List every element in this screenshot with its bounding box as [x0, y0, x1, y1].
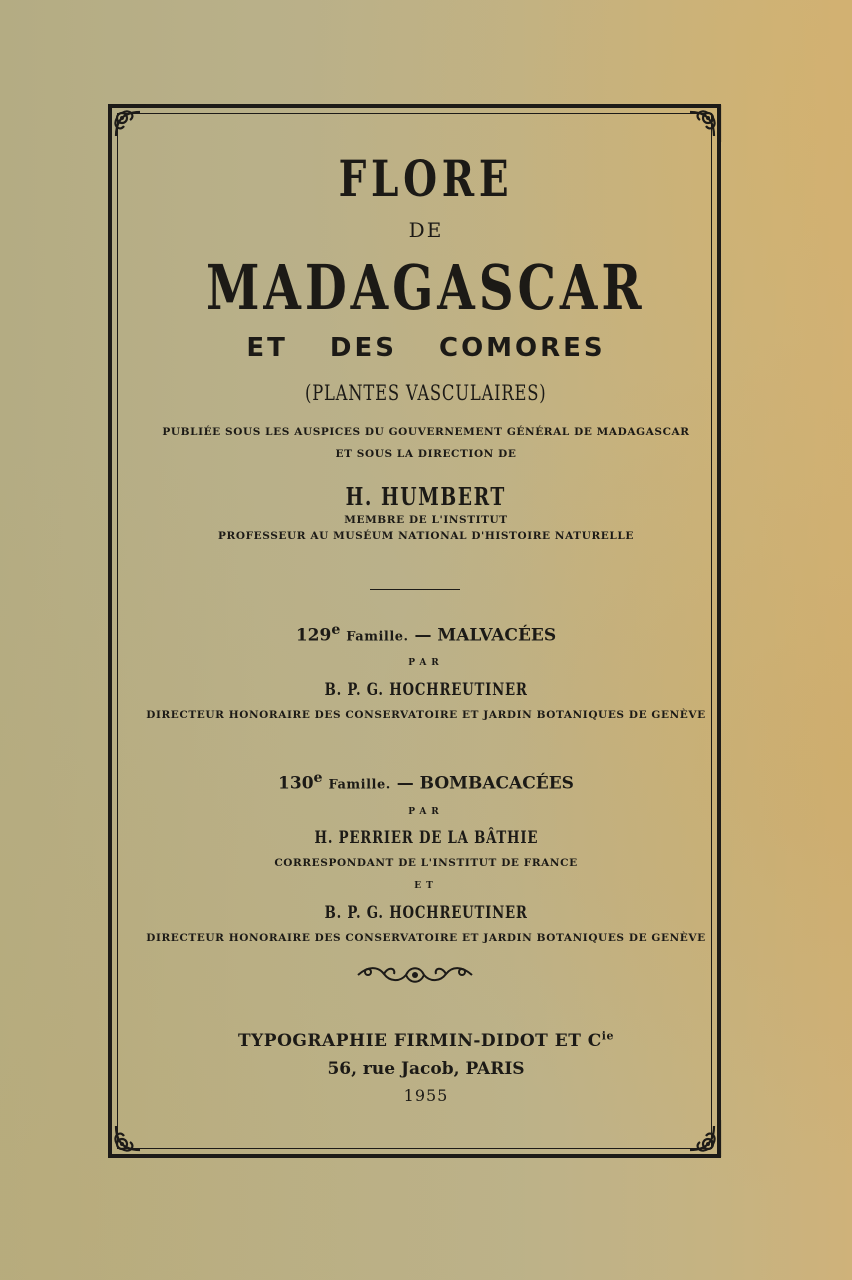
- section-divider: [370, 589, 460, 590]
- scroll-ornament-icon: [354, 962, 476, 988]
- author-perrier: H. PERRIER DE LA BÂTHIE: [314, 828, 538, 848]
- title-madagascar: MADAGASCAR: [206, 251, 646, 324]
- director-name: H. HUMBERT: [345, 482, 507, 511]
- subtitle-plantes-vasculaires: (PLANTES VASCULAIRES): [305, 381, 547, 405]
- author-hochreutiner: B. P. G. HOCHREUTINER: [324, 903, 528, 923]
- publication-statement-line1: PUBLIÉE SOUS LES AUSPICES DU GOUVERNEMENT GÉNÉRAL DE MADAGASCAR: [162, 426, 690, 438]
- publisher-sup: ie: [601, 1029, 614, 1043]
- family-number: 129: [295, 625, 332, 646]
- director-title-1: MEMBRE DE L'INSTITUT: [344, 514, 508, 526]
- publisher: [0, 1030, 852, 1052]
- flourish-corner-icon: [680, 102, 724, 146]
- publisher-name: TYPOGRAPHIE FIRMIN-DIDOT ET C: [238, 1031, 602, 1051]
- title-flore: FLORE: [338, 149, 514, 208]
- flourish-corner-icon: [106, 1116, 150, 1160]
- family-word: Famille.: [328, 777, 391, 793]
- par-label: PAR: [408, 658, 444, 668]
- family-number: 130: [278, 773, 314, 794]
- flourish-corner-icon: [680, 1116, 724, 1160]
- director-title-2: PROFESSEUR AU MUSÉUM NATIONAL D'HISTOIRE NATURELLE: [218, 530, 634, 542]
- family-name: MALVACÉES: [437, 625, 557, 646]
- title-et-des-comores: ET DES COMORES: [246, 333, 606, 363]
- par-label: PAR: [408, 807, 444, 817]
- family-dash: —: [396, 773, 414, 794]
- author-hochreutiner: B. P. G. HOCHREUTINER: [324, 680, 528, 700]
- author-title: DIRECTEUR HONORAIRE DES CONSERVATOIRE ET JARDIN BOTANIQUES DE GENÈVE: [146, 709, 706, 721]
- family-130-heading: [0, 767, 852, 797]
- family-ordinal: e: [331, 622, 341, 638]
- family-129-heading: [0, 619, 852, 649]
- publication-statement-line2: ET SOUS LA DIRECTION DE: [335, 448, 517, 460]
- et-label: ET: [414, 881, 438, 891]
- author-title: CORRESPONDANT DE L'INSTITUT DE FRANCE: [274, 857, 578, 869]
- author-title: DIRECTEUR HONORAIRE DES CONSERVATOIRE ET JARDIN BOTANIQUES DE GENÈVE: [146, 932, 706, 944]
- title-de: DE: [408, 218, 444, 242]
- family-ordinal: e: [313, 770, 323, 786]
- publication-year: 1955: [403, 1086, 449, 1105]
- publisher-address: 56, rue Jacob, PARIS: [327, 1059, 525, 1079]
- flourish-corner-icon: [106, 102, 150, 146]
- family-dash: —: [414, 625, 432, 646]
- family-word: Famille.: [346, 629, 409, 645]
- family-name: BOMBACACÉES: [419, 773, 574, 794]
